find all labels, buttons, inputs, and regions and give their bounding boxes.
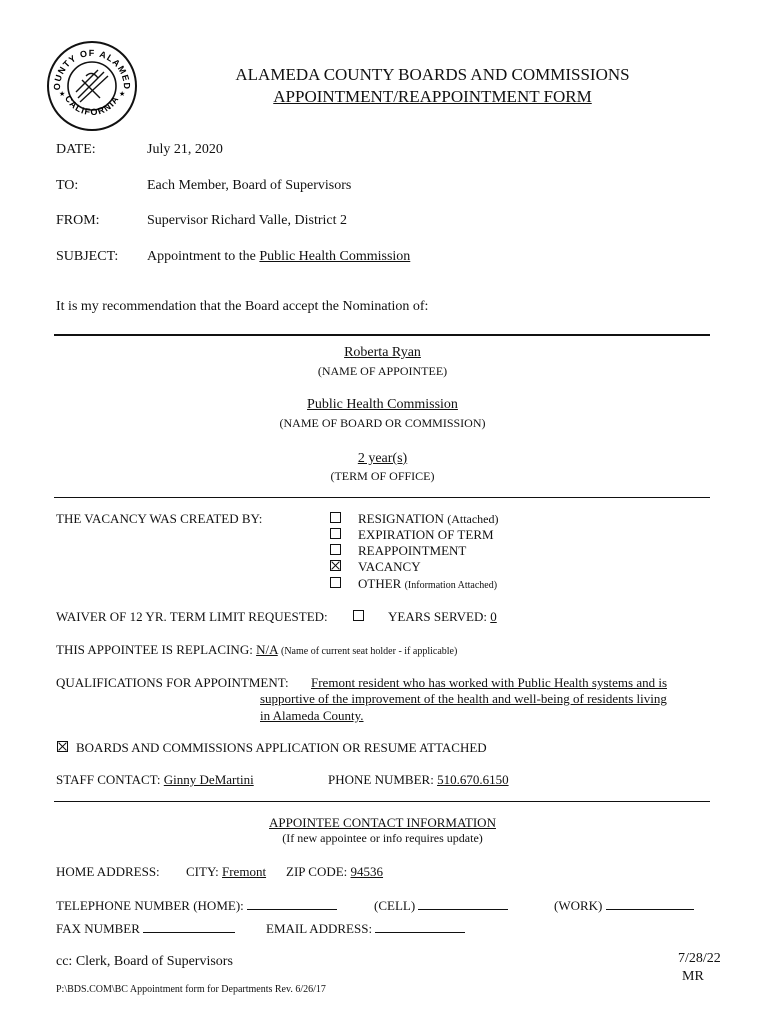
replacing-value: N/A — [256, 642, 278, 657]
waiver-checkbox[interactable] — [353, 610, 364, 621]
form-title-line2: APPOINTMENT/REAPPOINTMENT FORM — [273, 87, 592, 106]
email-field — [266, 920, 465, 937]
work-label: (WORK) — [554, 898, 603, 913]
cell-blank[interactable] — [418, 897, 508, 910]
svg-text:★: ★ — [59, 90, 66, 98]
attachment-label: BOARDS AND COMMISSIONS APPLICATION OR RESUME ATTACHED — [76, 740, 487, 755]
zip-value: 94536 — [350, 864, 384, 879]
vacancy-resignation-checkbox[interactable] — [330, 512, 341, 523]
qualifications-label: QUALIFICATIONS FOR APPOINTMENT: — [56, 675, 289, 690]
work-field — [554, 897, 694, 914]
home-address-label: HOME ADDRESS: — [56, 864, 160, 879]
staff-contact — [56, 772, 254, 788]
board-caption: (NAME OF BOARD OR COMMISSION) — [279, 416, 486, 430]
phone-number — [328, 772, 509, 788]
county-seal — [46, 40, 138, 132]
form-title-line1: ALAMEDA COUNTY BOARDS AND COMMISSIONS — [235, 65, 630, 84]
appointee-name: Roberta Ryan — [344, 345, 421, 360]
term-caption: (TERM OF OFFICE) — [330, 469, 435, 483]
divider-bottom — [54, 801, 710, 802]
cc-line: cc: Clerk, Board of Supervisors — [56, 954, 233, 969]
vacancy-vacancy-label: VACANCY — [358, 559, 421, 574]
board-name: Public Health Commission — [307, 397, 458, 412]
email-blank[interactable] — [375, 920, 465, 933]
file-path: P:\BDS.COM\BC Appointment form for Departments Rev. 6/26/17 — [56, 984, 326, 995]
county-seal-graphic — [46, 40, 138, 132]
work-blank[interactable] — [606, 897, 694, 910]
telephone-home-blank[interactable] — [247, 897, 337, 910]
waiver-label: WAIVER OF 12 YR. TERM LIMIT REQUESTED: — [56, 609, 328, 624]
staff-contact-value: Ginny DeMartini — [163, 772, 254, 787]
years-served — [388, 609, 497, 625]
qualifications-line1: Fremont resident who has worked with Public Health systems and is — [311, 675, 668, 690]
zip-label: ZIP CODE: — [286, 864, 348, 879]
divider-top — [54, 334, 710, 336]
vacancy-other-checkbox[interactable] — [330, 577, 341, 588]
zip-field — [286, 864, 383, 880]
fax-field — [56, 920, 235, 937]
qualifications-line2: supportive of the improvement of the health and well-being of residents living — [260, 691, 667, 706]
vacancy-reappointment-checkbox[interactable] — [330, 544, 341, 555]
subject-value: Public Health Commission — [259, 249, 411, 264]
attachment-checkbox[interactable] — [57, 741, 68, 752]
from-value: Supervisor Richard Valle, District 2 — [147, 213, 347, 228]
date-label: DATE: — [56, 142, 96, 157]
fax-label: FAX NUMBER — [56, 921, 140, 936]
date-value: July 21, 2020 — [147, 142, 223, 157]
svg-text:CALIFORNIA: CALIFORNIA — [62, 93, 122, 118]
term-value: 2 year(s) — [357, 451, 408, 466]
phone-value: 510.670.6150 — [437, 772, 509, 787]
vacancy-vacancy-checkbox[interactable] — [330, 560, 341, 571]
years-served-value: 0 — [490, 609, 497, 624]
staff-contact-label: STAFF CONTACT: — [56, 772, 161, 787]
cell-field — [374, 897, 508, 914]
replacing-note: (Name of current seat holder - if applicable) — [281, 646, 458, 657]
from-label: FROM: — [56, 213, 100, 228]
subject-line — [147, 249, 410, 265]
vacancy-other-note: (Information Attached) — [404, 580, 498, 591]
contact-info-subheading: (If new appointee or info requires update) — [282, 831, 483, 845]
divider-middle — [54, 497, 710, 498]
stamp-date: 7/28/22 — [678, 951, 721, 966]
telephone-home-field — [56, 897, 337, 914]
svg-text:COUNTY OF ALAMEDA: OUNTY OF ALAMED — [51, 47, 133, 91]
vacancy-expiration-label: EXPIRATION OF TERM — [358, 527, 494, 542]
years-served-label: YEARS SERVED: — [388, 609, 487, 624]
city-value: Fremont — [222, 864, 267, 879]
vacancy-resignation-note: (Attached) — [447, 512, 499, 526]
city-label: CITY: — [186, 864, 219, 879]
qualifications-line3: in Alameda County. — [260, 708, 364, 723]
vacancy-label: THE VACANCY WAS CREATED BY: — [56, 511, 263, 526]
recommendation-text: It is my recommendation that the Board accept the Nomination of: — [56, 299, 429, 314]
telephone-home-label: TELEPHONE NUMBER (HOME): — [56, 898, 244, 913]
subject-label: SUBJECT: — [56, 249, 119, 264]
to-label: TO: — [56, 178, 79, 193]
vacancy-resignation-text: RESIGNATION — [358, 511, 444, 526]
to-value: Each Member, Board of Supervisors — [147, 178, 352, 193]
svg-text:★: ★ — [119, 90, 126, 98]
vacancy-expiration-checkbox[interactable] — [330, 528, 341, 539]
city-field — [186, 864, 266, 880]
stamp-initials: MR — [682, 969, 704, 984]
subject-prefix: Appointment to the — [147, 249, 256, 264]
replacing-label: THIS APPOINTEE IS REPLACING: — [56, 642, 253, 657]
contact-info-heading: APPOINTEE CONTACT INFORMATION — [269, 815, 496, 830]
cell-label: (CELL) — [374, 898, 416, 913]
phone-label: PHONE NUMBER: — [328, 772, 434, 787]
vacancy-reappointment-label: REAPPOINTMENT — [358, 543, 467, 558]
replacing-line — [56, 642, 457, 658]
appointee-caption: (NAME OF APPOINTEE) — [317, 364, 448, 378]
vacancy-other-text: OTHER — [358, 576, 402, 591]
fax-blank[interactable] — [143, 920, 235, 933]
vacancy-resignation-label — [358, 511, 499, 527]
email-label: EMAIL ADDRESS: — [266, 921, 373, 936]
vacancy-other-label — [358, 576, 497, 592]
